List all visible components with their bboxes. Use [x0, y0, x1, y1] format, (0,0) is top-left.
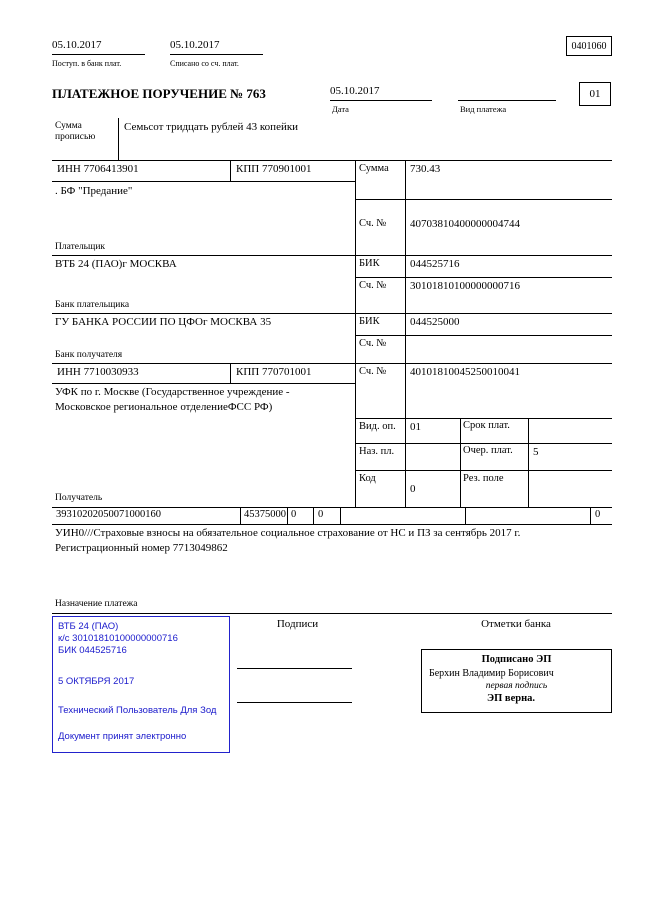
- divider-line: [355, 335, 612, 336]
- divider-line: [355, 443, 612, 444]
- divider-line: [230, 160, 231, 181]
- stamp-corr-account: к/с 30101810100000000716: [58, 633, 178, 644]
- divider-line: [52, 313, 612, 314]
- payer-inn: ИНН 7706413901: [57, 163, 139, 175]
- kbk-value: 39310202050071000160: [56, 509, 161, 520]
- beneficiary-bank-account-label: Сч. №: [359, 338, 387, 349]
- purpose-caption: Назначение платежа: [55, 599, 138, 609]
- divider-line: [52, 255, 612, 256]
- payer-bank-account-label: Сч. №: [359, 280, 387, 291]
- divider-line: [355, 160, 356, 507]
- stamp-bank-name: ВТБ 24 (ПАО): [58, 621, 119, 632]
- divider-line: [287, 507, 288, 524]
- oktmo-value: 45375000: [244, 509, 286, 520]
- bank-marks-header: Отметки банка: [481, 618, 551, 630]
- ep-verified: ЭП верна.: [487, 693, 536, 704]
- divider-line: [465, 507, 466, 524]
- divider-line: [230, 363, 231, 383]
- divider-line: [52, 613, 612, 614]
- divider-line: [118, 118, 119, 160]
- stamp-bik: БИК 044525716: [58, 645, 127, 656]
- op-type-label: Вид. оп.: [359, 421, 396, 432]
- divider-line: [52, 160, 612, 161]
- beneficiary-name-line1: УФК по г. Москве (Государственное учреждение -: [55, 386, 290, 398]
- payment-kind-field: [458, 85, 556, 101]
- ep-signer-name: Берхин Владимир Борисович: [429, 668, 554, 679]
- ep-subtitle: первая подпись: [485, 681, 548, 691]
- date-received-label: Поступ. в банк плат.: [52, 59, 122, 68]
- ep-title: Подписано ЭП: [481, 654, 552, 665]
- divider-line: [590, 507, 591, 524]
- payer-bank-bik-label: БИК: [359, 258, 380, 269]
- payer-account-number: 40703810400000004744: [410, 218, 520, 230]
- payment-kind-label: Вид платежа: [460, 104, 507, 114]
- amount-label: Сумма: [359, 163, 389, 174]
- form-code-box: 0401060: [566, 36, 612, 56]
- tax-field-107: 0: [318, 509, 324, 520]
- document-title: ПЛАТЕЖНОЕ ПОРУЧЕНИЕ № 763: [52, 86, 266, 101]
- doc-date-field: 05.10.2017: [330, 85, 432, 101]
- payer-bank-caption: Банк плательщика: [55, 300, 130, 310]
- signature-line: [237, 702, 352, 703]
- stamp-operator: Технический Пользователь Для Зод: [58, 705, 217, 716]
- beneficiary-bank-bik: 044525000: [410, 316, 460, 328]
- payer-bank-bik: 044525716: [410, 258, 460, 270]
- beneficiary-caption: Получатель: [55, 493, 103, 503]
- tax-field-110: 0: [595, 509, 601, 520]
- divider-line: [355, 418, 612, 419]
- divider-line: [460, 418, 461, 507]
- due-date-label: Срок плат.: [463, 420, 510, 431]
- divider-line: [52, 507, 612, 508]
- signatures-header: Подписи: [276, 618, 319, 630]
- purpose-text-line1: УИН0///Страховые взносы на обязательное социальное страхование от НС и ПЗ за сентябрь 2017 г.: [55, 527, 521, 539]
- divider-line: [52, 383, 355, 384]
- reserve-field-label: Рез. поле: [463, 473, 504, 484]
- payer-kpp: КПП 770901001: [236, 163, 312, 175]
- beneficiary-account-number: 40101810045250010041: [410, 366, 520, 378]
- date-debited-label: Списано со сч. плат.: [170, 59, 239, 68]
- divider-line: [355, 277, 612, 278]
- divider-line: [240, 507, 241, 524]
- divider-line: [340, 507, 341, 524]
- stamp-date: 5 ОКТЯБРЯ 2017: [58, 676, 135, 687]
- payer-caption: Плательщик: [55, 242, 106, 252]
- payer-name: . БФ "Предание": [55, 185, 133, 197]
- beneficiary-kpp: КПП 770701001: [236, 366, 312, 378]
- tax-field-106: 0: [291, 509, 297, 520]
- amount-value: 730.43: [410, 163, 441, 175]
- date-debited-field: 05.10.2017: [170, 39, 263, 55]
- beneficiary-bank-name: ГУ БАНКА РОССИИ ПО ЦФОг МОСКВА 35: [55, 316, 272, 328]
- beneficiary-bank-bik-label: БИК: [359, 316, 380, 327]
- date-received-field: 05.10.2017: [52, 39, 145, 55]
- divider-line: [528, 418, 529, 507]
- signature-line: [237, 668, 352, 669]
- purpose-text-line2: Регистрационный номер 7713049862: [55, 542, 228, 554]
- divider-line: [355, 470, 612, 471]
- divider-line: [52, 181, 355, 182]
- payer-account-label: Сч. №: [359, 218, 387, 229]
- divider-line: [355, 199, 612, 200]
- code-value: 0: [410, 483, 416, 495]
- divider-line: [52, 524, 612, 525]
- amount-words-value: Семьсот тридцать рублей 43 копейки: [124, 121, 299, 133]
- divider-line: [52, 363, 612, 364]
- doc-date-label: Дата: [332, 104, 349, 114]
- stamp-status: Документ принят электронно: [58, 731, 187, 742]
- payer-status-box: 01: [579, 82, 611, 106]
- beneficiary-name-line2: Московское региональное отделениеФСС РФ): [55, 401, 273, 413]
- divider-line: [405, 160, 406, 507]
- beneficiary-inn: ИНН 7710030933: [57, 366, 139, 378]
- code-label: Код: [359, 473, 376, 484]
- priority-value: 5: [533, 446, 539, 458]
- payer-bank-name: ВТБ 24 (ПАО)г МОСКВА: [55, 258, 177, 270]
- amount-words-label: Сумма прописью: [55, 121, 96, 143]
- payer-bank-account-number: 30101810100000000716: [410, 280, 520, 292]
- divider-line: [313, 507, 314, 524]
- beneficiary-bank-caption: Банк получателя: [55, 350, 123, 360]
- op-type-value: 01: [410, 421, 421, 433]
- beneficiary-account-label: Сч. №: [359, 366, 387, 377]
- purpose-code-label: Наз. пл.: [359, 446, 395, 457]
- priority-label: Очер. плат.: [463, 445, 513, 456]
